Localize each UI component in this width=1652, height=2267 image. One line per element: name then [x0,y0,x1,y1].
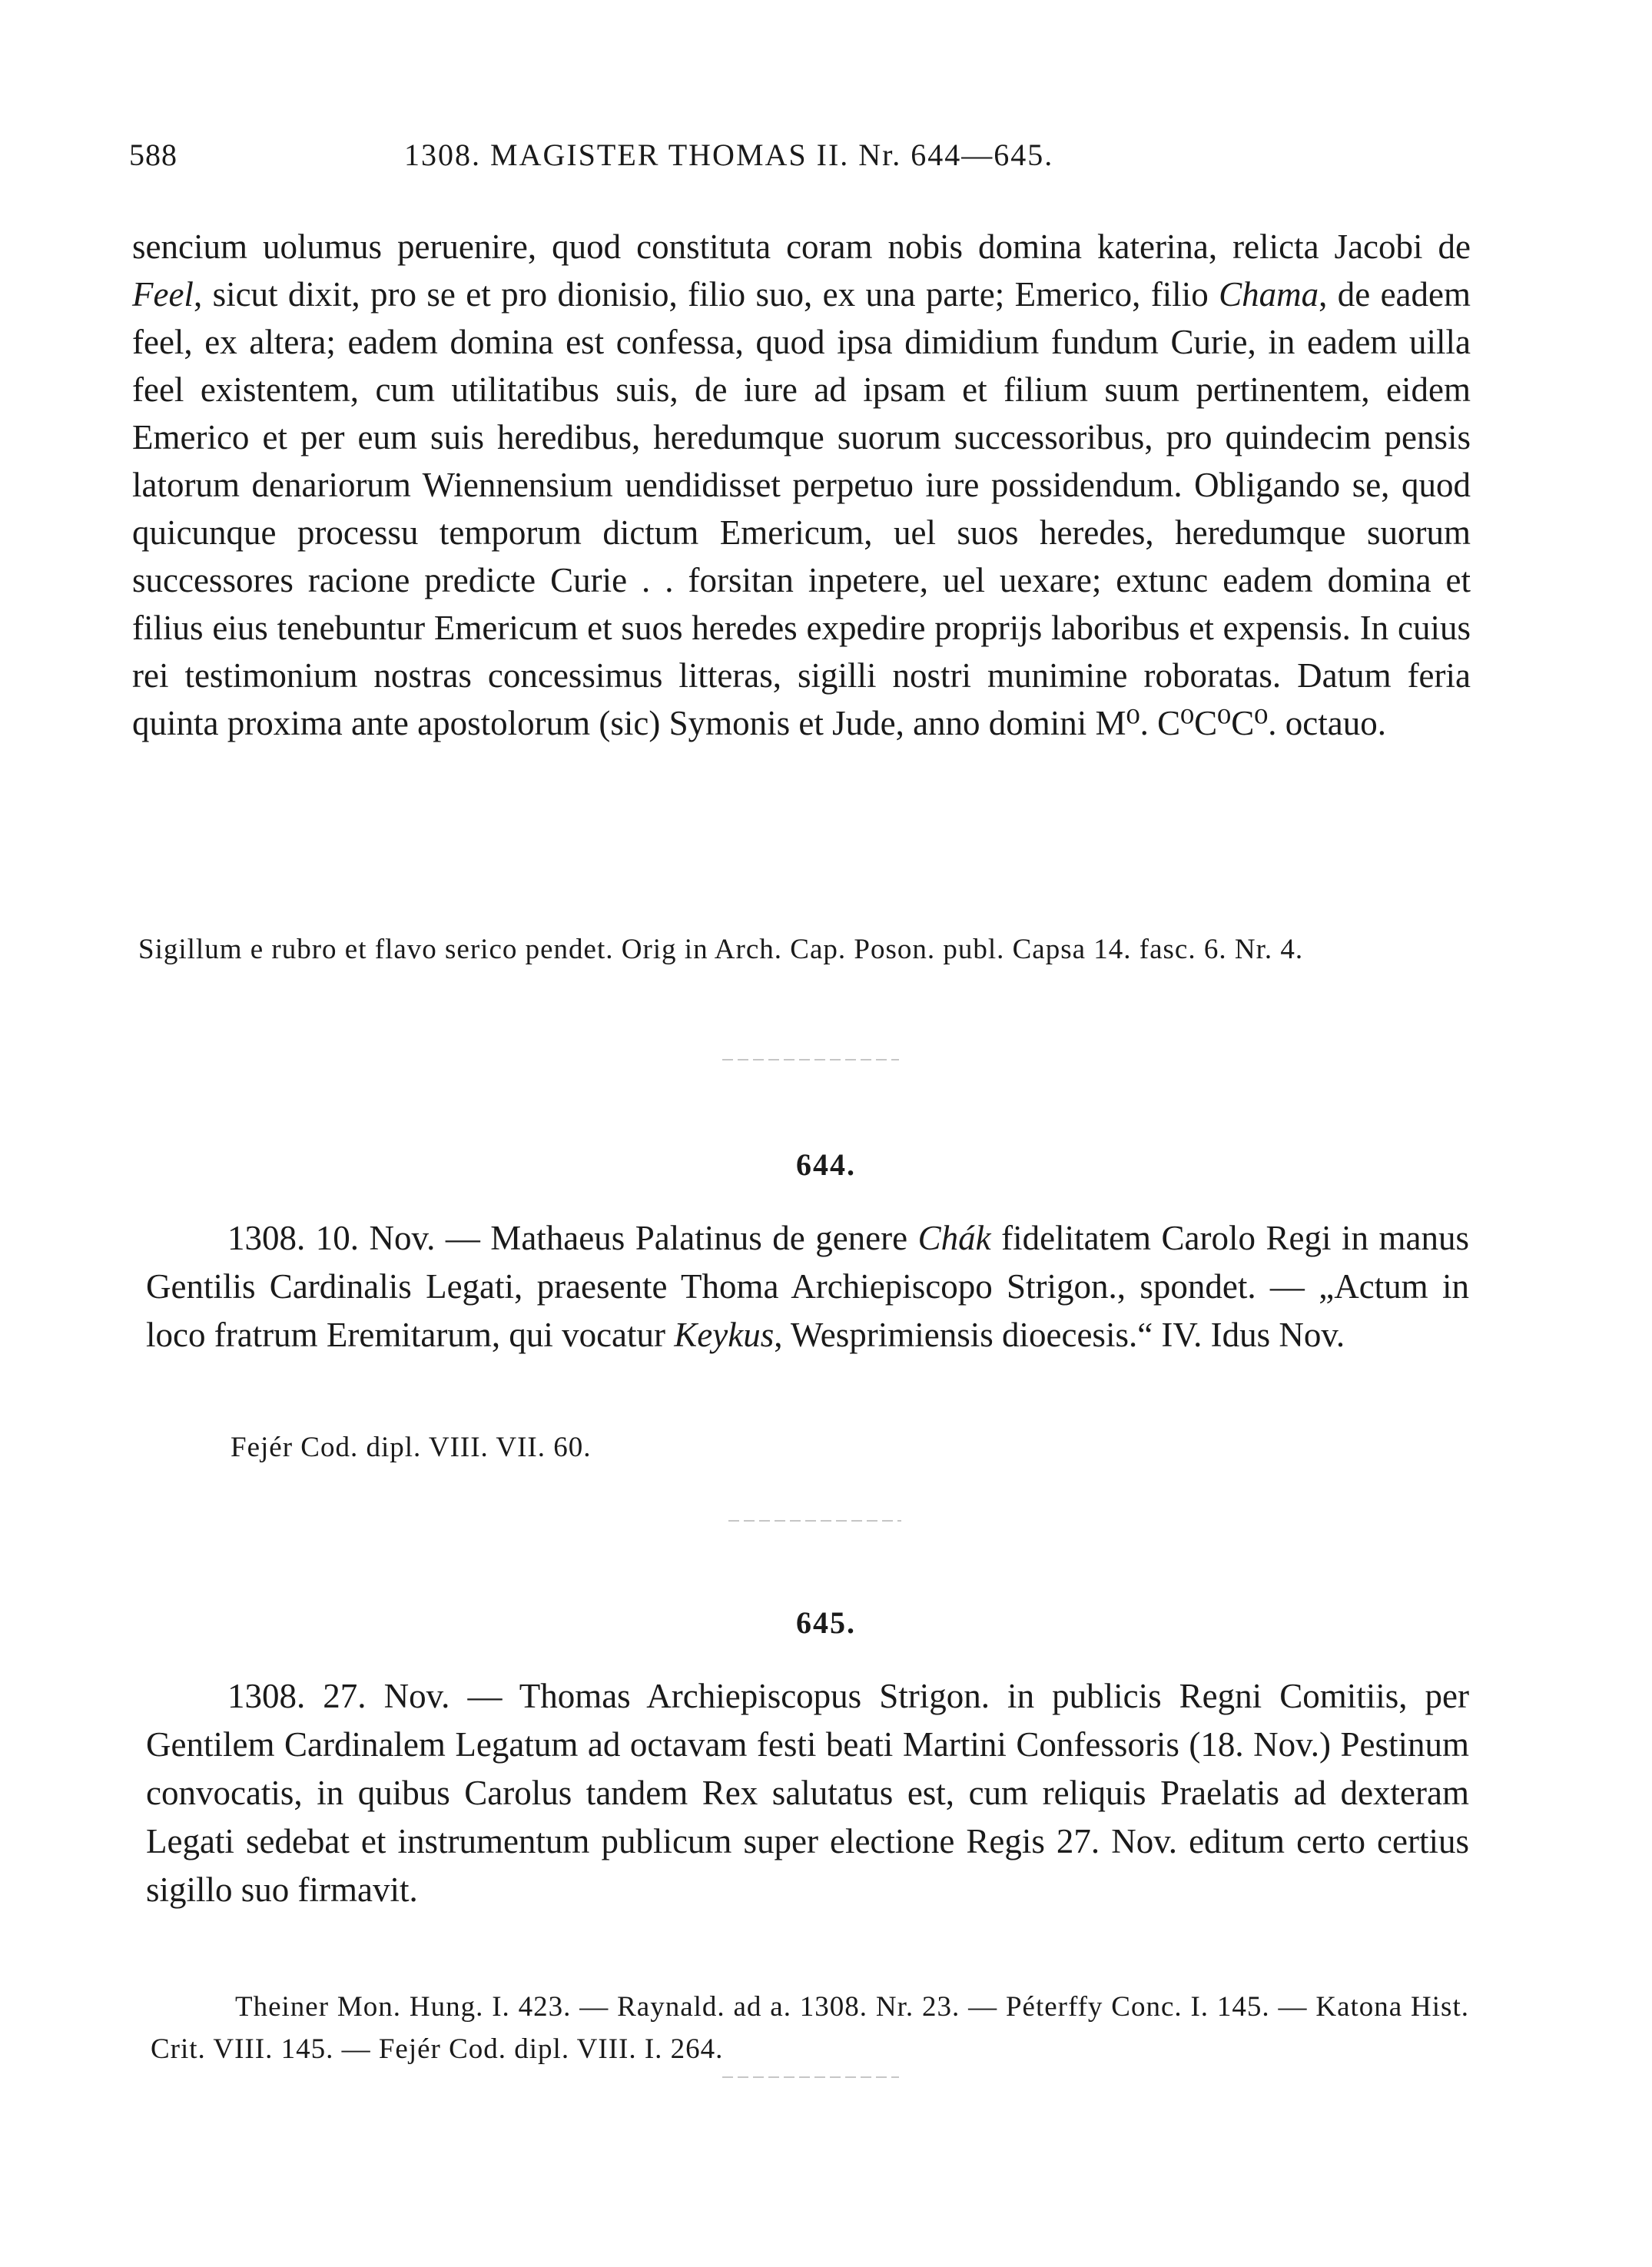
running-head [129,137,1189,183]
clan-name-chak: Chák [917,1219,991,1257]
continuation-paragraph: sencium uolumus peruenire, quod constituta coram nobis domina katerina, relicta Jacobi de Feel, sicut dixit, pro se et pro dionisio, filio suo, ex una parte; Emerico, filio Chama, de eadem feel, ex altera; eadem domina est confessa, quod ipsa dimidium fundum Curie, in eadem uilla feel existentem, cum utilitatibus suis, de iure ad ipsam et filium suum pertinentem, eidem Emerico et per eum suis heredibus, heredumque suorum successoribus, pro quindecim pensis latorum denariorum Wiennensium uendidisset perpetuo iure possidendum. Obligando se, quod quicunque processu temporum dictum Emericum, uel suos heredes, heredumque suorum successores racione predicte Curie . . forsitan inpetere, uel uexare; extunc eadem domina et filius eius tenebuntur Emericum et suos heredes expedire proprijs laboribus et expensis. In cuius rei testimonium nostras concessimus litteras, sigilli nostri munimine roboratas. Datum feria quinta proxima ante apostolorum (sic) Symonis et Jude, anno domini M⁰. C⁰C⁰C⁰. octauo. [132,227,1471,742]
section-divider [722,1059,899,1060]
document-summary: 1308. 10. Nov. — Mathaeus Palatinus de genere Chák fidelitatem Carolo Regi in manus Gentilis Cardinalis Legati, praesente Thoma Archiepiscopo Strigon., spondet. — „Actum in loco fratrum Eremitarum, qui vocatur Keykus, Wesprimiensis dioecesis.“ IV. Idus Nov. [146,1219,1469,1354]
place-name-keykus: Keykus [674,1316,775,1354]
section-divider [722,2076,899,2078]
document-number: 645. [796,1605,856,1640]
person-name-chama: Chama [1219,275,1319,314]
source-note: Fejér Cod. dipl. VIII. VII. 60. [231,1432,592,1463]
document-number: 644. [796,1147,856,1182]
place-name-feel: Feel [132,275,194,314]
section-divider [728,1520,901,1522]
document-summary: 1308. 27. Nov. — Thomas Archiepiscopus Strigon. in publicis Regni Comitiis, per Gentilem Cardinalem Legatum ad octavam festi beati Martini Confessoris (18. Nov.) Pestinum convocatis, in quibus Carolus tandem Rex salutatus est, cum reliquis Praelatis ad dexteram Legati sedebat et instrumentum publicum super electione Regis 27. Nov. editum certo certius sigillo suo firmavit. [146,1677,1469,1909]
source-note: Theiner Mon. Hung. I. 423. — Raynald. ad a. 1308. Nr. 23. — Péterffy Conc. I. 145. — Katona Hist. Crit. VIII. 145. — Fejér Cod. dipl. VIII. I. 264. [151,1991,1469,2065]
running-title: 1308. MAGISTER THOMAS II. Nr. 644—645. [404,138,1054,172]
source-note: Sigillum e rubro et flavo serico pendet. Orig in Arch. Cap. Poson. publ. Capsa 14. fasc. 6. Nr. 4. [138,934,1304,965]
page-number: 588 [129,138,177,172]
